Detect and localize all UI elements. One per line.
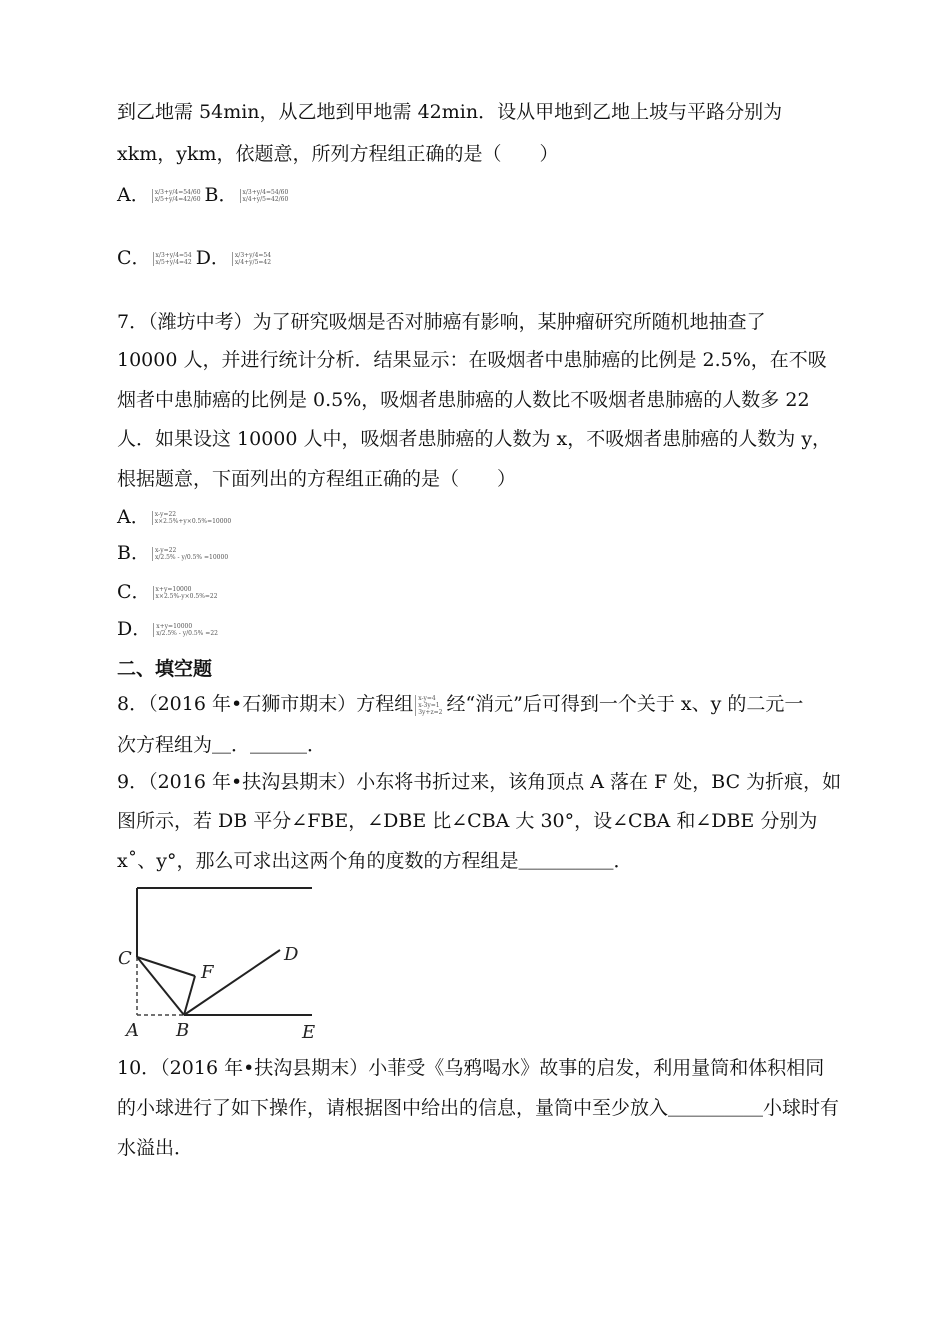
q10-line2 bbox=[117, 1095, 839, 1121]
q7-option-a-label: A． bbox=[117, 506, 150, 528]
q6-option-b-equation: x/3+y/4=54/60 x/4+y/5=42/60 bbox=[240, 189, 289, 203]
section-fill-in-heading: 二、填空题 bbox=[117, 658, 213, 680]
q8-text-part2: 经“消元”后可得到一个关于 x、y 的二元一 bbox=[446, 693, 804, 715]
q7-line2: 10000 人，并进行统计分析．结果显示：在吸烟者中患肺癌的比例是 2.5%，在不吸 bbox=[117, 349, 827, 371]
q7-option-d-label: D． bbox=[117, 618, 152, 640]
q8-equation-system: x-y=4 x-3y=1 3y+z=2 bbox=[415, 695, 442, 716]
fig-label-d: D bbox=[284, 944, 299, 965]
q10-answer-blank[interactable]: ＿＿＿＿＿ bbox=[668, 1097, 764, 1119]
fig-line-bd bbox=[184, 950, 280, 1015]
q7-option-c bbox=[117, 580, 222, 604]
q7-option-c-label: C． bbox=[117, 581, 151, 603]
q7-option-b-equation: x-y=22 x/2.5% - y/0.5% =10000 bbox=[152, 547, 228, 561]
q8-text-part1: 8．（2016 年•石狮市期末）方程组 bbox=[117, 693, 414, 715]
q7-line3: 烟者中患肺癌的比例是 0.5%，吸烟者患肺癌的人数比不吸烟者患肺癌的人数多 22 bbox=[117, 389, 810, 411]
q6-option-a-label: A． bbox=[117, 184, 150, 206]
q9-line2: 图所示，若 DB 平分∠FBE，∠DBE 比∠CBA 大 30°，设∠CBA 和∠DBE 分别为 bbox=[117, 810, 818, 832]
q6-option-d-equation: x/3+y/4=54 x/4+y/5=42 bbox=[232, 252, 271, 266]
q7-option-d-equation: x+y=10000 x/2.5% - y/0.5% =22 bbox=[153, 623, 218, 637]
q9-answer-blank[interactable]: ＿＿＿＿＿． bbox=[518, 850, 633, 872]
q8-line2 bbox=[117, 732, 326, 758]
q6-option-c-label: C． bbox=[117, 247, 151, 269]
fig-label-c: C bbox=[118, 948, 132, 969]
fig-label-f: F bbox=[201, 962, 214, 983]
fig-label-a: A bbox=[126, 1020, 139, 1041]
q9-fold-figure bbox=[112, 880, 332, 1045]
q6-options-ab bbox=[117, 183, 292, 207]
q7-option-a bbox=[117, 505, 235, 529]
q7-line4: 人．如果设这 10000 人中，吸烟者患肺癌的人数为 x，不吸烟者患肺癌的人数为 y， bbox=[117, 428, 832, 450]
q7-option-b bbox=[117, 541, 232, 565]
q7-option-b-label: B． bbox=[117, 542, 150, 564]
q7-line5: 根据题意，下面列出的方程组正确的是（ ） bbox=[117, 468, 517, 490]
q7-option-a-equation: x-y=22 x×2.5%+y×0.5%=10000 bbox=[152, 511, 231, 525]
q6-option-d-label: D． bbox=[195, 247, 230, 269]
q10-line2-end: 小球时有 bbox=[763, 1097, 840, 1119]
q9-line3-text: x˚、y°，那么可求出这两个角的度数的方程组是 bbox=[117, 850, 519, 872]
q7-line1: 7．（潍坊中考）为了研究吸烟是否对肺癌有影响，某肿瘤研究所随机地抽查了 bbox=[117, 311, 766, 333]
q8-line1 bbox=[117, 691, 803, 717]
q8-line2-text: 次方程组为 bbox=[117, 734, 213, 756]
q6-option-c-equation: x/3+y/4=54 x/5+y/4=42 bbox=[153, 252, 192, 266]
q10-line1: 10．（2016 年•扶沟县期末）小菲受《乌鸦喝水》故事的启发，利用量筒和体积相同 bbox=[117, 1057, 825, 1079]
q8-answer-blank[interactable]: ＿．＿＿＿ bbox=[212, 734, 308, 756]
q9-line3 bbox=[117, 848, 632, 874]
q10-line2-text: 的小球进行了如下操作，请根据图中给出的信息，量筒中至少放入 bbox=[117, 1097, 669, 1119]
q7-option-c-equation: x+y=10000 x×2.5%-y×0.5%=22 bbox=[153, 586, 218, 600]
q7-option-d bbox=[117, 617, 222, 641]
q8-line2-end: ． bbox=[307, 734, 327, 756]
q6-line2: xkm，ykm，依题意，所列方程组正确的是（ ） bbox=[117, 143, 559, 165]
fig-label-e: E bbox=[302, 1022, 316, 1043]
q6-line1: 到乙地需 54min，从乙地到甲地需 42min．设从甲地到乙地上坡与平路分别为 bbox=[117, 101, 783, 123]
fig-label-b: B bbox=[176, 1020, 190, 1041]
q10-line3: 水溢出． bbox=[117, 1137, 194, 1159]
q6-option-b-label: B． bbox=[204, 184, 238, 206]
q6-option-a-equation: x/3+y/4=54/60 x/5+y/4=42/60 bbox=[152, 189, 201, 203]
q9-line1: 9．（2016 年•扶沟县期末）小东将书折过来，该角顶点 A 落在 F 处，BC 为折痕，如 bbox=[117, 771, 842, 793]
q6-options-cd bbox=[117, 246, 275, 270]
